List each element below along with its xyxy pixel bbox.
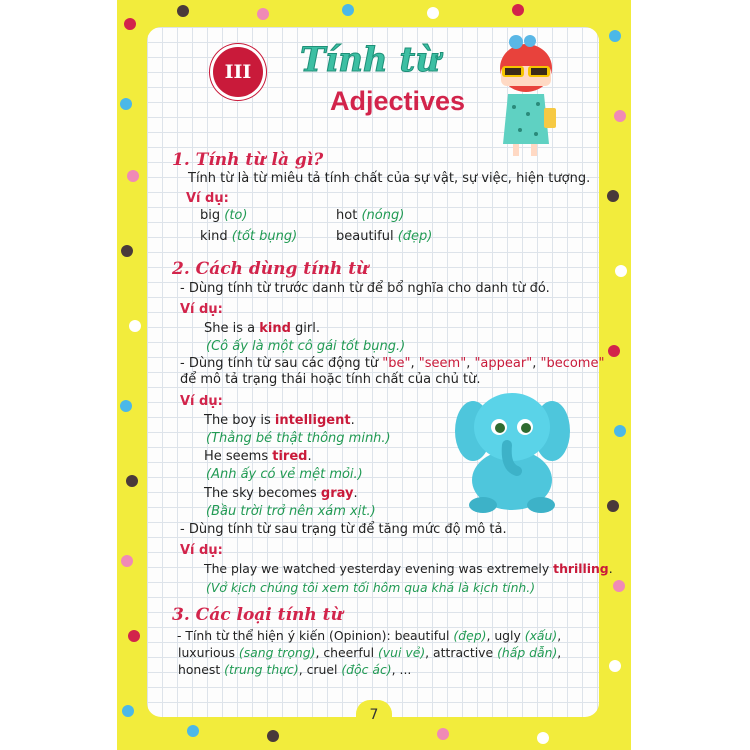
polka-dot: [122, 705, 134, 717]
polka-dot: [267, 730, 279, 742]
section-2-heading: 2. Cách dùng tính từ: [172, 259, 369, 279]
example-label: Ví dụ:: [180, 543, 223, 558]
example-word: kind (tốt bụng): [200, 229, 298, 244]
page-title-vietnamese: Tính từ: [300, 40, 440, 80]
polka-dot: [127, 170, 139, 182]
polka-dot: [615, 265, 627, 277]
example-sentence: He seems tired.: [204, 449, 312, 464]
polka-dot: [614, 425, 626, 437]
girl-illustration: [486, 32, 566, 160]
polka-dot: [608, 345, 620, 357]
example-translation: (Vở kịch chúng tôi xem tối hôm qua khá là kịch tính.): [206, 580, 536, 595]
example-sentence: The sky becomes gray.: [204, 486, 358, 501]
polka-dot: [342, 4, 354, 16]
polka-dot: [607, 190, 619, 202]
polka-dot: [613, 580, 625, 592]
polka-dot: [120, 98, 132, 110]
example-word: beautiful (đẹp): [336, 229, 433, 244]
elephant-illustration: [455, 385, 570, 515]
example-sentence: She is a kind girl.: [204, 321, 321, 336]
chapter-number-badge: III: [213, 47, 263, 97]
page-number: 7: [356, 700, 392, 728]
rule-2: - Dùng tính từ sau các động từ "be", "seem", "appear", "become": [180, 356, 605, 371]
example-translation: (Thằng bé thật thông minh.): [206, 431, 391, 446]
adjective-type-line: honest (trung thực), cruel (độc ác), ...: [178, 662, 412, 677]
polka-dot: [128, 630, 140, 642]
adjective-type-line: luxurious (sang trọng), cheerful (vui vẻ), attractive (hấp dẫn),: [178, 645, 562, 660]
section-3-heading: 3. Các loại tính từ: [172, 605, 343, 625]
example-word: big (to): [200, 208, 248, 223]
polka-dot: [607, 500, 619, 512]
polka-dot: [427, 7, 439, 19]
section-1-heading: 1. Tính từ là gì?: [172, 150, 324, 170]
rule-1: - Dùng tính từ trước danh từ để bổ nghĩa cho danh từ đó.: [180, 281, 550, 296]
polka-dot: [121, 555, 133, 567]
rule-3: - Dùng tính từ sau trạng từ để tăng mức độ mô tả.: [180, 522, 507, 537]
polka-dot: [512, 4, 524, 16]
polka-dot: [537, 732, 549, 744]
example-sentence: The boy is intelligent.: [204, 413, 355, 428]
polka-dot: [187, 725, 199, 737]
example-sentence: The play we watched yesterday evening was extremely thrilling.: [204, 561, 613, 576]
polka-dot: [609, 660, 621, 672]
polka-dot: [124, 18, 136, 30]
example-word: hot (nóng): [336, 208, 405, 223]
page-title-english: Adjectives: [330, 86, 466, 116]
example-label: Ví dụ:: [180, 394, 223, 409]
example-label: Ví dụ:: [180, 302, 223, 317]
polka-dot: [609, 30, 621, 42]
polka-dot: [257, 8, 269, 20]
section-1-definition: Tính từ là từ miêu tả tính chất của sự vật, sự việc, hiện tượng.: [188, 171, 591, 186]
adjective-type-line: - Tính từ thể hiện ý kiến (Opinion): beautiful (đẹp), ugly (xấu),: [177, 628, 562, 643]
example-translation: (Cô ấy là một cô gái tốt bụng.): [206, 339, 406, 354]
polka-dot: [129, 320, 141, 332]
polka-dot: [120, 400, 132, 412]
polka-dot: [437, 728, 449, 740]
polka-dot: [614, 110, 626, 122]
rule-2-continued: để mô tả trạng thái hoặc tính chất của chủ từ.: [180, 372, 481, 387]
polka-dot: [126, 475, 138, 487]
example-label: Ví dụ:: [186, 191, 229, 206]
example-translation: (Anh ấy có vẻ mệt mỏi.): [206, 467, 363, 482]
polka-dot: [177, 5, 189, 17]
polka-dot: [121, 245, 133, 257]
example-translation: (Bầu trời trở nên xám xịt.): [206, 504, 376, 519]
